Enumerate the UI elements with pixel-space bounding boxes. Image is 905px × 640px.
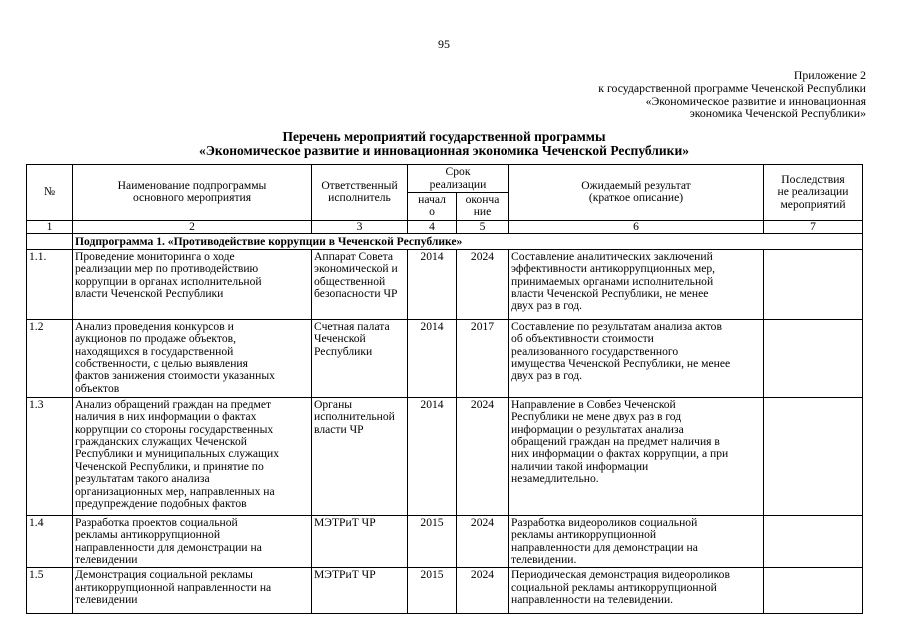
- row-start-year: 2014: [408, 319, 457, 397]
- header-row: [27, 165, 863, 193]
- header-executor: Ответственный исполнитель: [312, 165, 408, 221]
- header-number: №: [27, 165, 73, 221]
- row-number: 1.1.: [27, 249, 73, 319]
- page-number: 95: [438, 37, 450, 51]
- column-number: 2: [73, 220, 312, 233]
- table-row: [27, 515, 863, 568]
- row-number: 1.4: [27, 515, 73, 568]
- row-consequences: [764, 515, 863, 568]
- row-name: Анализ обращений граждан на предмет наличия в них информации о фактах коррупции со стороны государственных гражданских служащих Чеченской Республики и муниципальных служащих Чеченской Республики, и принятие по результатам такого анализа организационных мер, направленных на предупреждение подобных фактов: [73, 397, 312, 515]
- appendix-note: [598, 69, 866, 120]
- table-row: [27, 568, 863, 614]
- row-result: Составление по результатам анализа актов об объективности стоимости реализованного государственного имущества Чеченской Республики, не менее двух раз в год.: [509, 319, 764, 397]
- header-consequences: Последствия не реализации мероприятий: [764, 165, 863, 221]
- row-consequences: [764, 568, 863, 614]
- table-row: [27, 319, 863, 397]
- row-end-year: 2024: [457, 249, 509, 319]
- row-result: Составление аналитических заключений эффективности антикоррупционных мер, принимаемых органами исполнительной власти Чеченской Республики, не менее двух раз в год.: [509, 249, 764, 319]
- header-name: Наименование подпрограммы основного мероприятия: [73, 165, 312, 221]
- row-consequences: [764, 397, 863, 515]
- column-number: 7: [764, 220, 863, 233]
- row-executor: МЭТРиТ ЧР: [312, 568, 408, 614]
- row-start-year: 2015: [408, 515, 457, 568]
- row-start-year: 2014: [408, 397, 457, 515]
- document-title: [26, 130, 862, 158]
- appendix-line: «Экономическое развитие и инновационная: [645, 93, 866, 108]
- column-number: 3: [312, 220, 408, 233]
- row-consequences: [764, 319, 863, 397]
- row-number: 1.3: [27, 397, 73, 515]
- row-number: 1.2: [27, 319, 73, 397]
- column-number: 5: [457, 220, 509, 233]
- row-name: Разработка проектов социальной рекламы антикоррупционной направленности для демонстрации на телевидении: [73, 515, 312, 568]
- subprogram-title: Подпрограмма 1. «Противодействие коррупции в Чеченской Республике»: [73, 233, 863, 249]
- row-consequences: [764, 249, 863, 319]
- row-result: Периодическая демонстрация видеороликов социальной рекламы антикоррупционной направленности на телевидении.: [509, 568, 764, 614]
- appendix-line: к государственной программе Чеченской Республики: [598, 80, 866, 95]
- appendix-line: экономика Чеченской Республики»: [689, 106, 866, 121]
- column-number: 1: [27, 220, 73, 233]
- row-executor: МЭТРиТ ЧР: [312, 515, 408, 568]
- row-executor: Аппарат Совета экономической и общественной безопасности ЧР: [312, 249, 408, 319]
- header-term: Срок реализации: [408, 165, 509, 193]
- row-result: Разработка видеороликов социальной рекламы антикоррупционной направленности для демонстрации на телевидении.: [509, 515, 764, 568]
- row-end-year: 2017: [457, 319, 509, 397]
- table-row: [27, 249, 863, 319]
- title-line: «Экономическое развитие и инновационная экономика Чеченской Республики»: [199, 143, 689, 158]
- subprogram-row: [27, 233, 863, 249]
- row-name: Проведение мониторинга о ходе реализации мер по противодействию коррупции в органах исполнительной власти Чеченской Республики: [73, 249, 312, 319]
- measures-table: [26, 164, 863, 614]
- row-number: 1.5: [27, 568, 73, 614]
- row-start-year: 2014: [408, 249, 457, 319]
- row-result: Направление в Совбез Чеченской Республики не мене двух раз в год информации о результатах анализа обращений граждан на предмет наличия в них информации о фактах коррупции, а при наличии такой информации незамедлительно.: [509, 397, 764, 515]
- table-row: [27, 397, 863, 515]
- row-end-year: 2024: [457, 568, 509, 614]
- column-number: 4: [408, 220, 457, 233]
- row-executor: Органы исполнительной власти ЧР: [312, 397, 408, 515]
- column-number: 6: [509, 220, 764, 233]
- title-line: Перечень мероприятий государственной программы: [282, 129, 606, 144]
- empty-cell: [27, 233, 73, 249]
- row-executor: Счетная палата Чеченской Республики: [312, 319, 408, 397]
- row-end-year: 2024: [457, 397, 509, 515]
- header-start: начал о: [408, 193, 457, 221]
- row-end-year: 2024: [457, 515, 509, 568]
- header-end: оконча ние: [457, 193, 509, 221]
- header-result: Ожидаемый результат (краткое описание): [509, 165, 764, 221]
- row-name: Демонстрация социальной рекламы антикоррупционной направленности на телевидении: [73, 568, 312, 614]
- column-numbers-row: [27, 220, 863, 233]
- appendix-line: Приложение 2: [793, 68, 866, 82]
- row-name: Анализ проведения конкурсов и аукционов по продаже объектов, находящихся в государственной собственности, с целью выявления фактов занижения стоимости указанных объектов: [73, 319, 312, 397]
- row-start-year: 2015: [408, 568, 457, 614]
